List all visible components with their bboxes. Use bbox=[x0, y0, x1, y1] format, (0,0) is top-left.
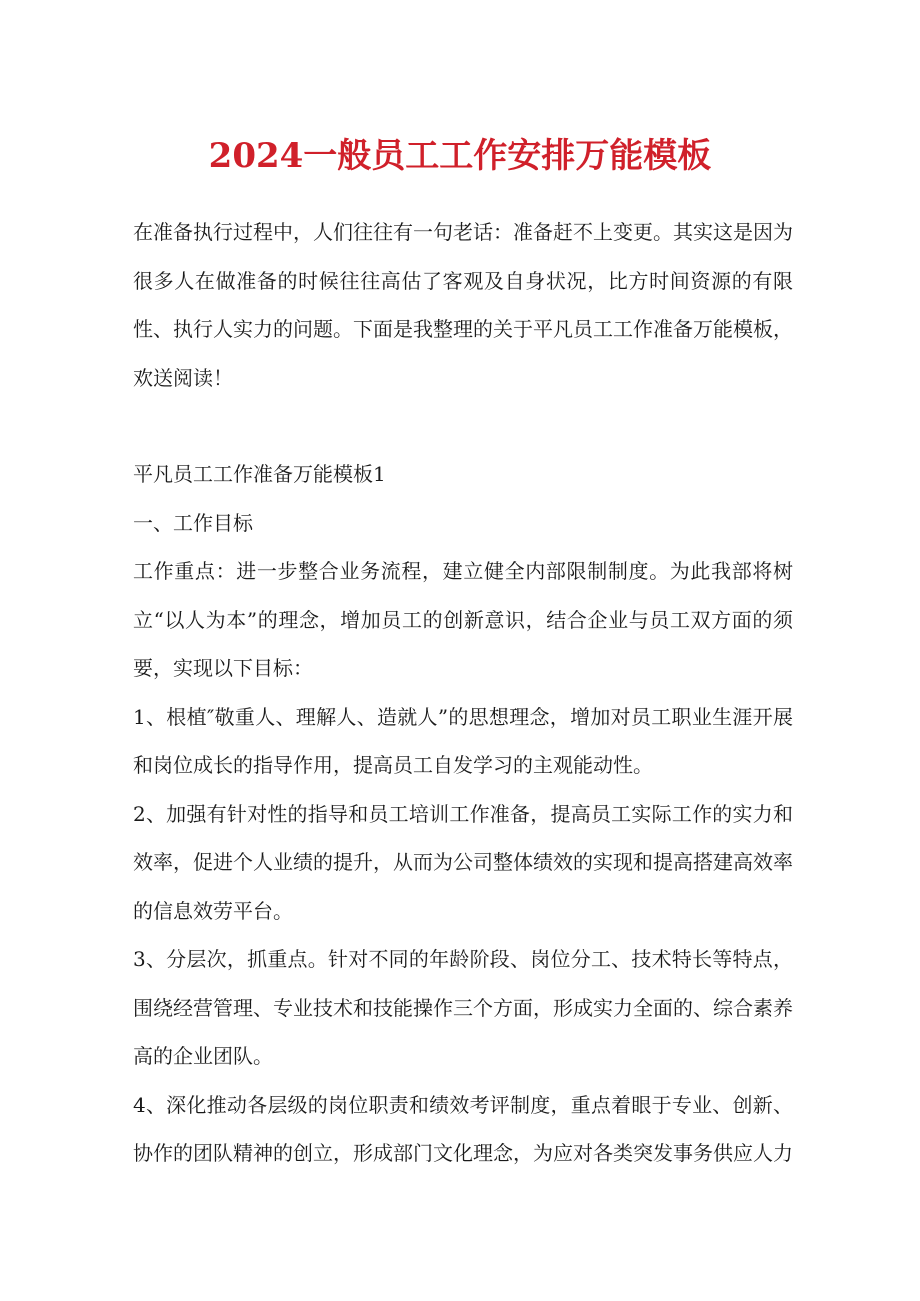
intro-paragraph: 在准备执行过程中，人们往往有一句老话：准备赶不上变更。其实这是因为很多人在做准备的时候往往高估了客观及自身状况，比方时间资源的有限性、执行人实力的问题。下面是我整理的关于平凡员工工作准备万能模板，欢送阅读！ bbox=[133, 220, 793, 390]
goal-item-2: 2、加强有针对性的指导和员工培训工作准备，提高员工实际工作的实力和效率，促进个人业绩的提升，从而为公司整体绩效的实现和提高搭建高效率的信息效劳平台。 bbox=[133, 801, 793, 923]
goal-item-1: 1、根植″敬重人、理解人、造就人”的思想理念，增加对员工职业生涯开展和岗位成长的指导作用，提高员工自发学习的主观能动性。 bbox=[133, 704, 793, 777]
document-body bbox=[133, 208, 793, 1178]
document-title: 2024一般员工工作安排万能模板 bbox=[208, 136, 712, 176]
subsection-heading: 一、工作目标 bbox=[133, 510, 253, 535]
goal-item-4: 4、深化推动各层级的岗位职责和绩效考评制度，重点着眼于专业、创新、协作的团队精神的创立，形成部门文化理念，为应对各类突发事务供应人力 bbox=[133, 1092, 793, 1165]
section-heading: 平凡员工工作准备万能模板1 bbox=[133, 462, 386, 486]
goal-item-3: 3、分层次，抓重点。针对不同的年龄阶段、岗位分工、技术特长等特点，围绕经营管理、专业技术和技能操作三个方面，形成实力全面的、综合素养高的企业团队。 bbox=[133, 947, 793, 1068]
work-focus-paragraph: 工作重点：进一步整合业务流程，建立健全内部限制制度。为此我部将树立“以人为本”的理念，增加员工的创新意识，结合企业与员工双方面的须要，实现以下目标： bbox=[133, 559, 793, 680]
